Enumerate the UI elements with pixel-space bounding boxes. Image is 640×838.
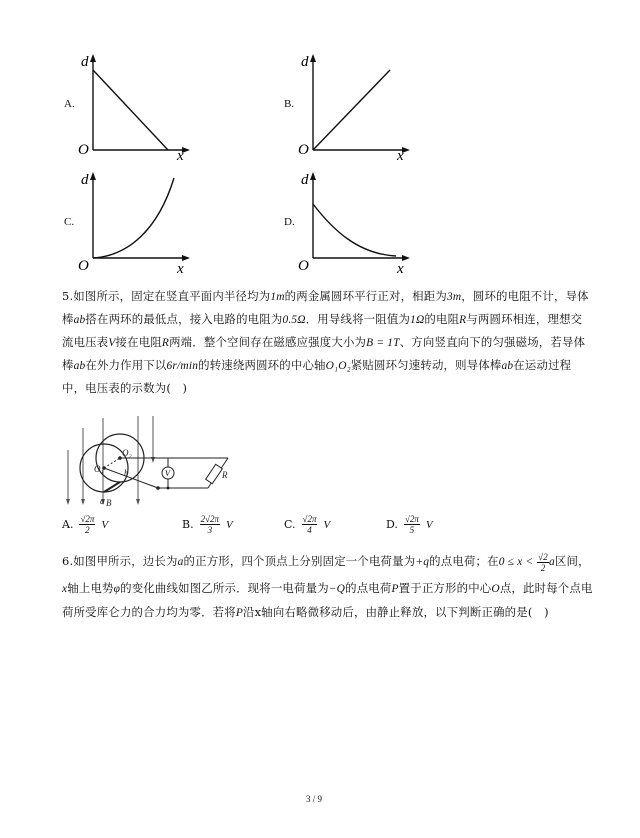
option-b-label: B. bbox=[284, 98, 295, 110]
q5-line-2: 棒ab搭在两环的最低点，接入电路的电阻为0.5Ω．用导线将一阻值为1Ω的电阻R与两圆环相连，理想交 bbox=[62, 312, 583, 326]
graph-a-curve bbox=[93, 70, 168, 150]
q5-diagram bbox=[58, 410, 248, 510]
graph-b-curve bbox=[313, 70, 390, 150]
q5-line-4: 棒ab在外力作用下以6r/min的转速绕两圆环的中心轴O₁O₂紧贴圆环匀速转动，则导体棒ab在运动过程 bbox=[62, 358, 572, 372]
graph-b-y-label: d bbox=[301, 54, 309, 70]
q5-choice-b[interactable]: B. $\frac{2√2\pi}{3}$ V bbox=[182, 514, 233, 535]
graph-b-origin: O bbox=[298, 142, 309, 158]
graph-a-origin: O bbox=[78, 142, 89, 158]
q6-line-2: x轴上电势φ的变化曲线如图乙所示．现将一电荷量为−Q的点电荷P置于正方形的中心O点，此时每个点电 bbox=[62, 581, 593, 595]
option-c-label: C. bbox=[64, 216, 75, 228]
q5-line-1: 5.如图所示，固定在竖直平面内半径均为1m的两金属圆环平行正对，相距为3m，圆环的电阻不计，导体 bbox=[62, 289, 589, 303]
q5-choice-a[interactable]: A. $\frac{√2\pi}{2}$ V bbox=[62, 514, 109, 535]
voltmeter-label: V bbox=[165, 469, 170, 478]
q5-line-3: 流电压表V接在电阻R两端．整个空间存在磁感应强度大小为B = 1T、方向竖直向下的匀强磁场，若导体 bbox=[62, 335, 586, 349]
graph-b bbox=[298, 52, 418, 164]
graph-a-y-label: d bbox=[81, 54, 89, 70]
page-number: 3 / 9 bbox=[306, 794, 323, 804]
graph-b-x-label: x bbox=[397, 148, 404, 164]
graph-c-origin: O bbox=[78, 258, 89, 274]
label-field-b: B bbox=[106, 498, 112, 508]
q6-line-1: 6.如图甲所示，边长为a的正方形，四个顶点上分别固定一个电荷量为+q的点电荷；在0 ≤ x < $\frac{√2}{2}$ a区间， bbox=[62, 551, 590, 573]
label-a: a bbox=[100, 496, 105, 506]
label-r: R bbox=[222, 470, 228, 480]
q5-line-5: 中，电压表的示数为( ) bbox=[62, 381, 188, 395]
graph-c-x-label: x bbox=[177, 261, 184, 277]
q5-choice-c[interactable]: C. $\frac{√2\pi}{4}$ V bbox=[284, 514, 331, 535]
graph-c bbox=[78, 170, 198, 282]
graph-a bbox=[78, 52, 198, 164]
resistor-icon bbox=[206, 464, 223, 483]
q6-line-3: 荷所受库仑力的合力均为零．若将P沿x轴向右略微移动后，由静止释放，以下判断正确的是( ) bbox=[62, 605, 549, 619]
graph-a-x-label: x bbox=[177, 148, 184, 164]
q5-choice-d[interactable]: D. $\frac{√2\pi}{5}$ V bbox=[386, 514, 433, 535]
graph-d-origin: O bbox=[298, 258, 309, 274]
graph-c-curve bbox=[93, 178, 174, 258]
graph-d-y-label: d bbox=[301, 172, 309, 188]
label-o1: O₁ bbox=[94, 464, 104, 474]
option-d-label: D. bbox=[284, 216, 295, 228]
label-b: b bbox=[124, 468, 129, 478]
graph-c-y-label: d bbox=[81, 172, 89, 188]
label-o2: O₂ bbox=[122, 448, 132, 458]
graph-d bbox=[298, 170, 418, 282]
graph-d-x-label: x bbox=[397, 261, 404, 277]
graph-d-curve bbox=[313, 204, 396, 256]
option-a-label: A. bbox=[64, 98, 75, 110]
